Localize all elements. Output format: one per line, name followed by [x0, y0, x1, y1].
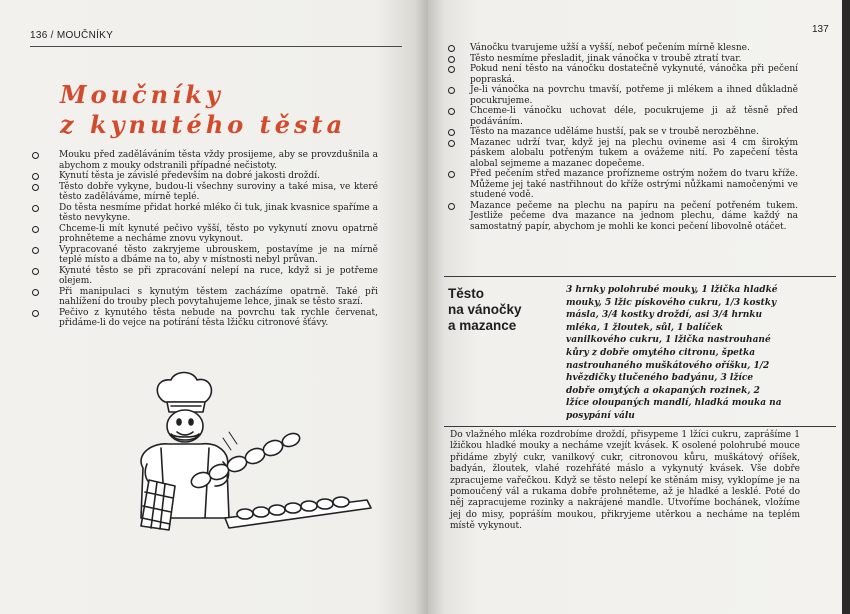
bullet-icon [32, 226, 39, 233]
book-edge [842, 0, 850, 614]
tip-item [448, 64, 798, 85]
bullet-icon [448, 129, 455, 136]
header-rule [30, 46, 402, 47]
tip-item [30, 171, 378, 182]
tips-list-right [448, 43, 798, 232]
tip-item [30, 245, 378, 266]
bullet-icon [448, 203, 455, 210]
bullet-icon [448, 87, 455, 94]
tip-item [448, 201, 798, 233]
recipe-title [448, 286, 522, 334]
tip-text: Do těsta nesmíme přidat horké mléko či tuk, jinak kvasnice spaříme a těsto nevykyne. [59, 202, 378, 223]
tip-text: Chceme-li vánočku uchovat déle, pocukrujeme ji až těsně před podáváním. [470, 106, 798, 127]
tip-item [30, 266, 378, 287]
right-page [428, 0, 842, 614]
tip-text: Vánočku tvarujeme užší a vyšší, neboť pečením mírně klesne. [470, 43, 750, 53]
tip-text: Před pečením střed mazance prořízneme ostrým nožem do tvaru kříže. Můžeme jej také nastřihnout do kříže ostrými nůžkami namočenými ve studené vodě. [470, 169, 798, 200]
bullet-icon [448, 66, 455, 73]
tip-item [448, 43, 798, 54]
tip-text: Mazance pečeme na plechu na papíru na pečení potřeném tukem. Jestliže pečeme dva mazance na jednom plechu, dáme každý na samostatný papír, abychom je mohli ke konci pečení libovolně otáčet. [470, 200, 798, 232]
bullet-icon [32, 152, 39, 159]
bullet-icon [448, 140, 455, 147]
tip-text: Mouku před zaděláváním těsta vždy prosijeme, aby se provzdušnila a abychom z mouky odstranili případné nečistoty. [59, 150, 378, 171]
tip-text: Kynutí těsta je závislé především na dobré jakosti droždí. [59, 171, 320, 181]
recipe-title-line-1: Těsto [448, 286, 485, 301]
recipe-title-line-2: na vánočky [448, 302, 522, 317]
chapter-title-line-1: Moučníky [60, 80, 224, 109]
tip-item [30, 203, 378, 224]
bullet-icon [32, 289, 39, 296]
tip-text: Kynuté těsto se při zpracování nelepí na ruce, když si je potřeme olejem. [59, 265, 378, 286]
tip-item [30, 182, 378, 203]
page-number: 137 [812, 24, 829, 35]
bullet-icon [32, 205, 39, 212]
recipe-rule-bottom [444, 426, 836, 427]
tips-list-left [30, 150, 378, 329]
bullet-icon [448, 56, 455, 63]
tip-item [448, 106, 798, 127]
recipe-method: Do vlažného mléka rozdrobíme droždí, přisypeme 1 lžíci cukru, zaprášíme 1 lžičkou hladké mouky a necháme vzejít kvásek. K osolené polohrubé mouce přidáme zbylý cukr, vanilkový cukr, citronovou kůru, muškátový oříšek, badyán, žloutek, vlahé rozehřáté máslo a vykynutý kvásek. Vše dobře zpracujeme vařečkou. Když se těsto nelepí ke stěnám misy, vyklopíme je na pomoučený vál a rukama dobře prohněteme, až je hladké a lesklé. Poté do něj zapracujeme rozinky a nakrájené mandle. Utvoříme bochánek, vložíme jej do misy, popráším moukou, přikryjeme utěrkou a necháme na teplém místě vykynout. [450, 430, 800, 532]
tip-item [30, 150, 378, 171]
tip-item [448, 85, 798, 106]
tip-text: Chceme-li mít kynuté pečivo vyšší, těsto po vykynutí znovu opatrně prohněteme a necháme znovu vykynout. [59, 223, 378, 244]
bullet-icon [448, 171, 455, 178]
tip-item [30, 287, 378, 308]
bullet-icon [32, 173, 39, 180]
tip-text: Pokud není těsto na vánočku dostatečně vykynuté, vánočka při pečení popraská. [470, 64, 798, 85]
chapter-title [60, 80, 346, 140]
tip-item [30, 224, 378, 245]
tip-text: Těsto nesmíme přesladit, jinak vánočka v troubě ztratí tvar. [470, 53, 742, 64]
tip-text: Pečivo z kynutého těsta nebude na povrchu tak rychle červenat, přidáme-li do vejce na potírání těsta lžičku citronové šťávy. [59, 307, 378, 328]
chapter-title-line-2: z kynutého těsta [60, 110, 347, 139]
recipe-title-line-3: a mazance [448, 318, 517, 333]
recipe-rule-top [444, 276, 836, 277]
tip-text: Těsto na mazance uděláme hustší, pak se v troubě nerozběhne. [470, 127, 759, 137]
tip-text: Těsto dobře vykyne, budou-li všechny suroviny a také misa, ve které těsto zaděláváme, mírně teplé. [59, 181, 378, 202]
tip-text: Vypracované těsto zakryjeme ubrouskem, postavíme je na mírně teplé místo a dbáme na to, aby v místnosti nebyl průvan. [59, 244, 378, 265]
bullet-icon [448, 108, 455, 115]
bullet-icon [32, 184, 39, 191]
tip-text: Mazanec udrží tvar, když jej na plechu ovineme asi 4 cm širokým páskem alobalu potřeným tukem a ovážeme nití. Po zapečení těsta alobal sejmeme a mazanec dopečeme. [470, 137, 798, 169]
tip-item [448, 127, 798, 138]
ingredients: 3 hrnky polohrubé mouky, 1 lžička hladké mouky, 5 lžic pískového cukru, 1/3 kostky másla, 3/4 kostky droždí, asi 3/4 hrnku mléka, 1 žloutek, sůl, 1 balíček vanilkového cukru, 1 lžička nastrouhané kůry z dobře omytého citronu, špetka nastrouhaného muškátového oříšku, 1/2 hvězdičky tlučeného badyánu, 3 lžíce dobře omytých a okapaných rozinek, 2 lžíce oloupaných mandlí, hladká mouka na posypání válu [566, 285, 782, 421]
tip-text: Je-li vánočka na povrchu tmavší, potřeme ji mlékem a ihned důkladně pocukrujeme. [470, 85, 798, 106]
bullet-icon [448, 45, 455, 52]
running-head: 136 / MOUČNÍKY [30, 30, 114, 41]
bullet-icon [32, 247, 39, 254]
tip-item [448, 169, 798, 201]
tip-item [30, 308, 378, 329]
bullet-icon [32, 310, 39, 317]
tip-item [448, 54, 798, 65]
bullet-icon [32, 268, 39, 275]
tip-item [448, 138, 798, 170]
tip-text: Při manipulaci s kynutým těstem zacházíme opatrně. Také při nahlížení do trouby plech povytahujeme lehce, jinak se těsto srazí. [59, 286, 378, 307]
chef-with-braided-loaf-illustration [105, 368, 375, 538]
